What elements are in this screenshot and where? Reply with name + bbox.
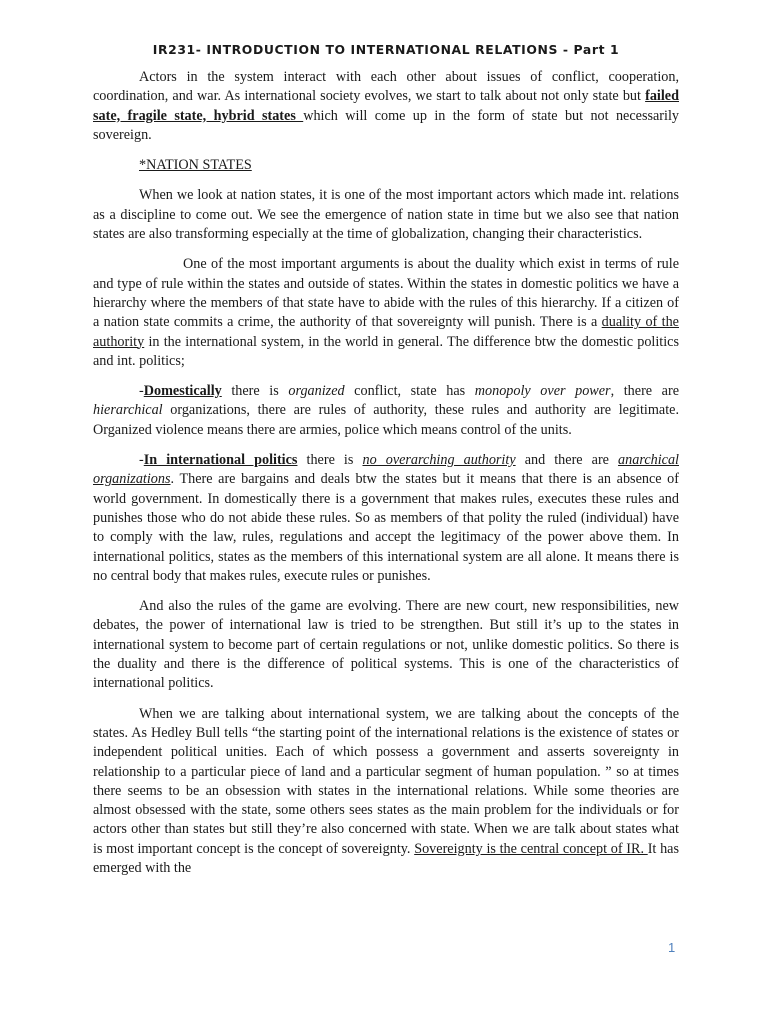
- emphasis-organized: organized: [288, 383, 345, 400]
- paragraph-rules-evolving: And also the rules of the game are evolving. There are new court, new responsibilities, new debates, the power of international law is tried to be strengthen. But still it’s up to the states in international system to become part of certain regulations or not, unlike domestic politics. So there is the duality and there is the difference of political systems. This is one of the characteristics of international politics.: [93, 598, 679, 692]
- emphasis-sovereignty-central-concept: Sovereignty is the central concept of IR.: [414, 840, 648, 857]
- emphasis-domestically: Domestically: [143, 383, 222, 400]
- page-number: 1: [668, 940, 676, 955]
- emphasis-hierarchical: hierarchical: [93, 402, 163, 419]
- text-run: organizations, there are rules of authority, these rules and authority are legitimate. Organized violence means there are armies, police which means control of the units.: [93, 402, 679, 438]
- text-run: One of the most important arguments is about the duality which exist in terms of rule and type of rule within the states and outside of states. Within the states in domestic politics we have a hierarchy where the members of that state have to abide with the rules of this hierarchy. If a citizen of a nation state commits a crime, the authority of that sovereignty will punish. There is a: [93, 256, 679, 331]
- document-title: IR231- INTRODUCTION TO INTERNATIONAL RELATIONS - Part 1: [152, 42, 620, 57]
- emphasis-anarchical-organizations: anarchical organizations: [93, 452, 679, 488]
- emphasis-failed-states: failed sate, fragile state, hybrid states: [93, 88, 679, 124]
- text-run: Actors in the system interact with each other about issues of conflict, cooperation, coordination, and war. As international society evolves, we start to talk about not only state but: [93, 69, 679, 105]
- document-page: [93, 40, 679, 889]
- text-run: , there are: [610, 383, 679, 400]
- paragraph-duality: [93, 255, 679, 371]
- text-run: -: [139, 452, 144, 469]
- text-run: there is: [297, 452, 363, 469]
- paragraph-sovereignty: [93, 705, 679, 879]
- paragraph-nation-states: When we look at nation states, it is one of the most important actors which made int. relations as a discipline to come out. We see the emergence of nation state in time but we also see that nation states are also transforming especially at the time of globalization, changing their characteristics.: [93, 187, 679, 243]
- text-run: which will come up in the form of state but not necessarily sovereign.: [93, 107, 679, 143]
- text-run: and there are: [515, 452, 619, 469]
- text-run: there is: [221, 383, 289, 400]
- emphasis-monopoly-over-power: monopoly over power: [474, 383, 611, 400]
- paragraph-actors: [93, 68, 679, 145]
- section-heading-nation-states: *NATION STATES: [139, 157, 252, 174]
- text-run: conflict, state has: [344, 383, 475, 400]
- paragraph-international-politics: [93, 451, 679, 586]
- text-run: in the international system, in the world in general. The difference btw the domestic politics and int. politics;: [93, 333, 679, 369]
- paragraph-domestically: [93, 382, 679, 440]
- emphasis-international-politics: In international politics: [143, 452, 298, 469]
- text-run: -: [139, 383, 144, 400]
- text-run: When we are talking about international system, we are talking about the concepts of the states. As Hedley Bull tells “the starting point of the international relations is the existence of states or independent political unities. Each of which possess a government and asserts sovereignty in relationship to a particular piece of land and a particular segment of human population. ” so at times there seems to be an obsession with states in the international relations. While some theories are almost obsessed with the state, some others sees states as the main problem for the individuals or for actors other than states but still they’re also concerned with state. When we are talk about states what is most important concept is the concept of sovereignty.: [93, 705, 679, 857]
- text-run: . There are bargains and deals btw the states but it means that there is an absence of world government. In domestically there is a government that makes rules, executes these rules and punishes those who do not abide these rules. So as members of that polity the ruled (individual) have to comply with the law, rules, regulations and accept the legitimacy of the power above them. In international politics, states as the members of this international system are all alone. It means there is no central body that makes rules, execute rules or punishes.: [93, 471, 679, 584]
- text-run: It has emerged with the: [93, 840, 679, 876]
- emphasis-no-overarching-authority: no overarching authority: [362, 452, 516, 469]
- emphasis-duality-of-authority: duality of the authority: [93, 314, 679, 350]
